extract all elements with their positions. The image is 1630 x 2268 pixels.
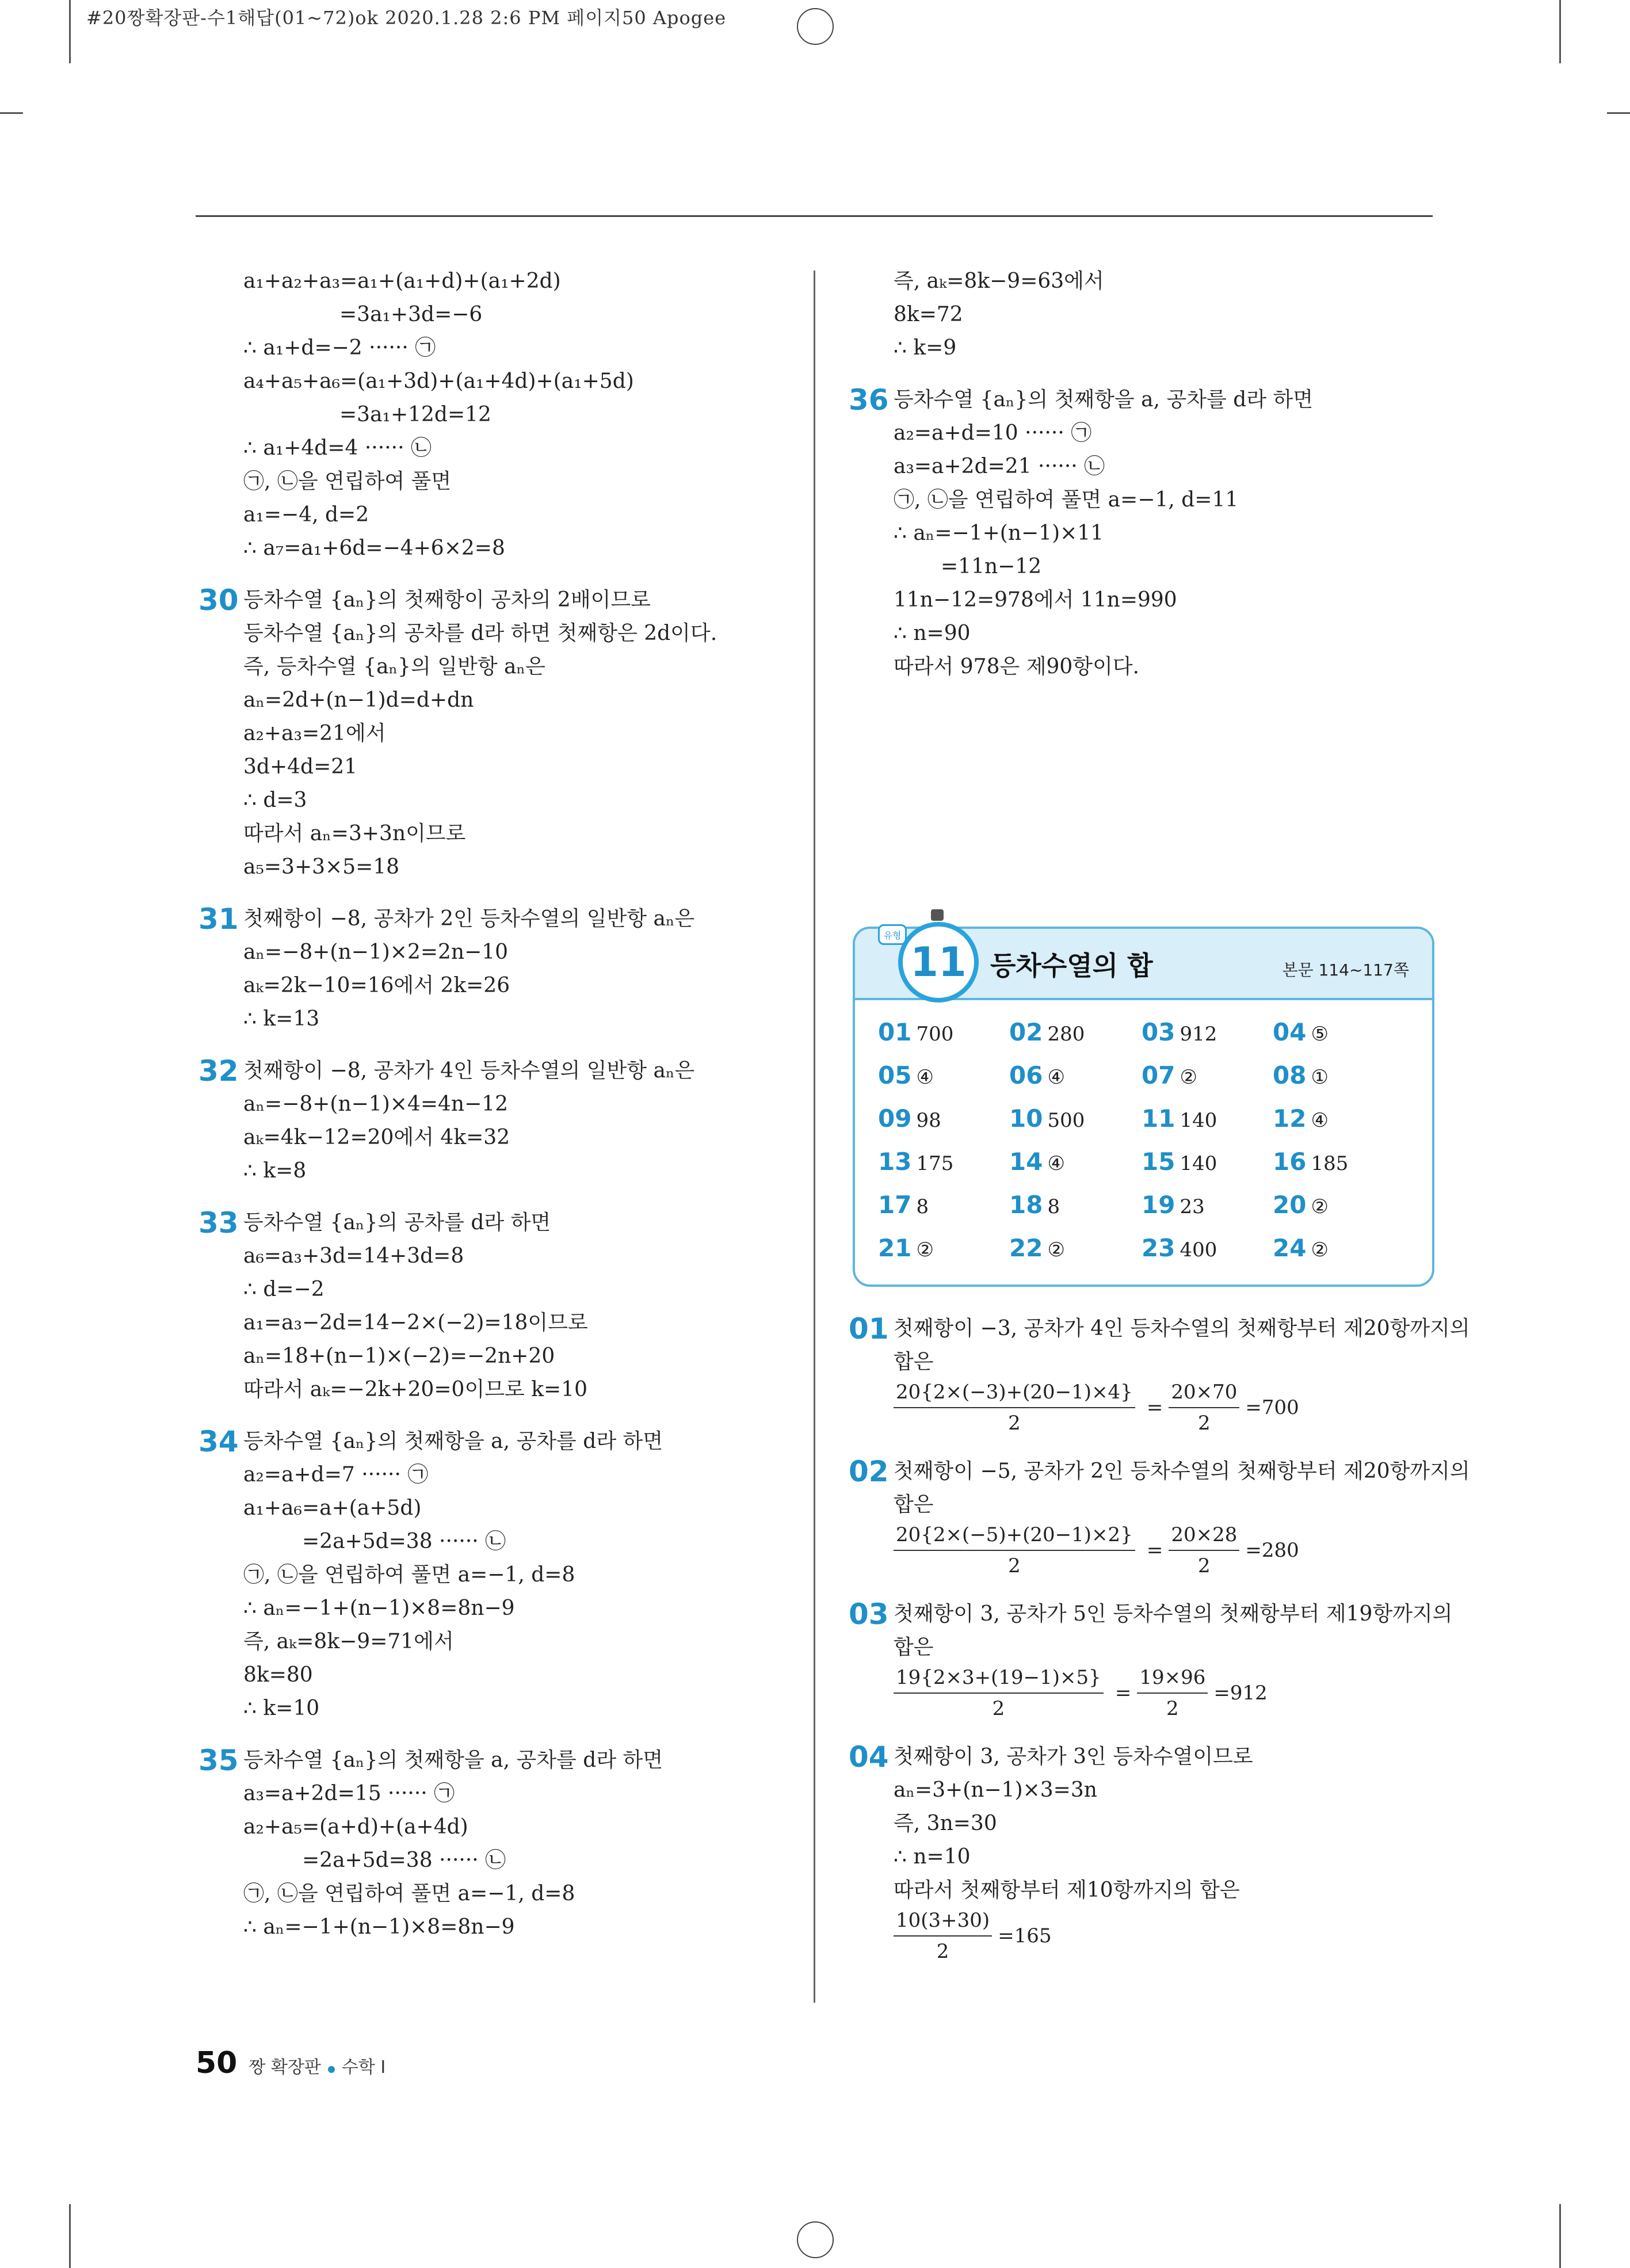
problem-number: 01: [849, 1312, 889, 1345]
registration-mark: [797, 2221, 834, 2258]
answer-number: 10: [1009, 1104, 1043, 1133]
math-line: aₖ=2k−10=16에서 2k=26: [243, 974, 510, 997]
problem-number: 36: [849, 383, 889, 417]
math-line: ㉠, ㉡을 연립하여 풀면 a=−1, d=11: [894, 488, 1239, 512]
math-line: ∴ k=10: [243, 1697, 320, 1720]
solution-30: [198, 584, 800, 884]
answer-value: ④: [1311, 1109, 1329, 1132]
problem-number: 33: [198, 1206, 239, 1240]
answer-item: [1142, 1145, 1217, 1179]
math-line: a₂=a+d=7 ······ ㉠: [243, 1463, 429, 1486]
answer-number: 12: [1273, 1104, 1307, 1133]
solution-33: [198, 1206, 800, 1406]
result: =700: [1245, 1396, 1299, 1419]
book-title: 짱 확장판: [249, 2057, 321, 2078]
math-line: a₄+a₅+a₆=(a₁+3d)+(a₁+4d)+(a₁+5d): [243, 369, 634, 393]
math-line: 즉, aₖ=8k−9=71에서: [243, 1630, 454, 1653]
math-line: a₆=a₃+3d=14+3d=8: [243, 1244, 464, 1268]
answer-item: [1142, 1058, 1197, 1093]
page-number: 50: [196, 2046, 238, 2080]
solution-31: [198, 902, 800, 1036]
math-line: 첫째항이 −8, 공차가 2인 등차수열의 일반항 aₙ은: [243, 907, 695, 931]
math-line: ∴ d=3: [243, 788, 307, 812]
crop-mark: [69, 0, 71, 63]
answer-value: 140: [1179, 1109, 1217, 1132]
answer-item: [1273, 1101, 1329, 1136]
result: =912: [1213, 1682, 1268, 1705]
answer-item: [1009, 1231, 1065, 1265]
solution-01: [849, 1312, 1470, 1436]
answer-number: 08: [1273, 1061, 1307, 1089]
math-line: =3a₁+12d=12: [339, 403, 491, 426]
answer-key-box: [853, 927, 1434, 1287]
math-line: =3a₁+3d=−6: [339, 303, 483, 326]
answer-number: 04: [1273, 1018, 1307, 1046]
answer-item: [1142, 1015, 1217, 1050]
math-line: aₙ=−8+(n−1)×4=4n−12: [243, 1092, 509, 1116]
answer-value: ②: [1047, 1238, 1065, 1261]
answer-item: [1009, 1058, 1065, 1093]
answer-number: 16: [1273, 1148, 1307, 1176]
answer-number: 18: [1009, 1191, 1043, 1219]
math-line: 첫째항이 3, 공차가 3인 등차수열이므로: [894, 1745, 1253, 1768]
answer-number: 07: [1142, 1061, 1175, 1089]
math-line: =2a+5d=38 ······ ㉡: [302, 1530, 506, 1553]
problem-number: 32: [198, 1054, 239, 1088]
math-line: a₁=a₃−2d=14−2×(−2)=18이므로: [243, 1311, 588, 1335]
fraction: $\frac{19\{2\times 3+(19-1)\times 5\}}{2}$: [894, 1665, 1104, 1721]
answer-number: 20: [1273, 1191, 1307, 1219]
math-line: 등차수열 {aₙ}의 첫째항을 a, 공차를 d라 하면: [243, 1748, 663, 1772]
crop-mark: [1559, 2204, 1561, 2268]
math-line: ㉠, ㉡을 연립하여 풀면 a=−1, d=8: [243, 1563, 575, 1587]
answer-number: 22: [1009, 1234, 1043, 1262]
crop-mark: [69, 2204, 71, 2268]
solution-35-continued: [849, 265, 1441, 365]
answer-item: [1009, 1145, 1065, 1179]
answer-item: [878, 1101, 941, 1136]
answer-item: [1142, 1231, 1217, 1265]
unit-title: 등차수열의 합: [990, 950, 1153, 981]
math-line: 따라서 aₖ=−2k+20=0이므로 k=10: [243, 1378, 588, 1401]
math-line: 3d+4d=21: [243, 755, 358, 779]
answer-number: 15: [1142, 1148, 1175, 1176]
math-line: aₖ=4k−12=20에서 4k=32: [243, 1126, 510, 1149]
stopwatch-icon: [931, 909, 944, 921]
answer-number: 09: [878, 1104, 912, 1133]
sum-formula: [849, 1664, 1441, 1722]
answer-number: 02: [1009, 1018, 1043, 1046]
result: =280: [1245, 1539, 1299, 1562]
answer-value: 185: [1311, 1152, 1349, 1175]
answer-item: [878, 1058, 934, 1093]
answer-value: 98: [916, 1109, 941, 1132]
math-line: ∴ aₙ=−1+(n−1)×8=8n−9: [243, 1596, 515, 1620]
math-line: ∴ d=−2: [243, 1278, 325, 1301]
fraction: $\frac{20\times 70}{2}$: [1169, 1379, 1239, 1436]
answer-value: ④: [916, 1066, 934, 1089]
math-line: ∴ aₙ=−1+(n−1)×8=8n−9: [243, 1915, 515, 1939]
math-line: 등차수열 {aₙ}의 공차를 d라 하면: [243, 1211, 551, 1234]
math-line: 등차수열 {aₙ}의 첫째항이 공차의 2배이므로: [243, 588, 651, 612]
solution-29-continued: [198, 265, 800, 565]
answer-number: 06: [1009, 1061, 1043, 1089]
separator-dot: [328, 2066, 335, 2073]
math-line: 따라서 첫째항부터 제10항까지의 합은: [894, 1878, 1240, 1902]
fraction: $\frac{20\{2\times(-5)+(20-1)\times 2\}}{2}$: [894, 1522, 1135, 1579]
page-footer: [196, 2046, 385, 2080]
math-line: 8k=72: [894, 303, 963, 326]
answer-item: [1009, 1015, 1085, 1050]
math-line: ∴ n=90: [894, 622, 971, 645]
answer-value: ②: [916, 1238, 934, 1261]
math-line: aₙ=−8+(n−1)×2=2n−10: [243, 940, 509, 964]
math-line: a₃=a+2d=15 ······ ㉠: [243, 1782, 455, 1805]
answer-value: 175: [916, 1152, 954, 1175]
answer-number: 24: [1273, 1234, 1307, 1262]
math-line: 등차수열 {aₙ}의 첫째항을 a, 공차를 d라 하면: [243, 1430, 663, 1453]
fraction: $\frac{20\{2\times(-3)+(20-1)\times 4\}}{2}$: [894, 1379, 1135, 1436]
print-slug: #20짱확장판-수1해답(01~72)ok 2020.1.28 2:6 PM 페이지50 Apogee: [86, 7, 727, 29]
answer-item: [878, 1145, 953, 1179]
answer-value: 8: [916, 1195, 929, 1218]
math-line: ㉠, ㉡을 연립하여 풀면 a=−1, d=8: [243, 1882, 575, 1905]
problem-number: 30: [198, 584, 239, 617]
math-line: 11n−12=978에서 11n=990: [894, 588, 1177, 612]
equals-sign: =: [1146, 1396, 1163, 1419]
answer-value: 700: [916, 1023, 954, 1046]
math-line: ∴ a₇=a₁+6d=−4+6×2=8: [243, 536, 505, 560]
answer-value: ②: [1311, 1238, 1329, 1261]
solution-02: [849, 1455, 1470, 1579]
math-line: 첫째항이 −3, 공차가 4인 등차수열의 첫째항부터 제20항까지의: [894, 1317, 1470, 1340]
math-line: 즉, aₖ=8k−9=63에서: [894, 269, 1104, 293]
math-line: 등차수열 {aₙ}의 공차를 d라 하면 첫째항은 2d이다.: [243, 622, 717, 645]
math-line: ∴ k=8: [243, 1159, 307, 1183]
crop-mark: [0, 112, 23, 114]
answer-number: 23: [1142, 1234, 1175, 1262]
math-line: a₂+a₃=21에서: [243, 722, 386, 745]
math-line: 즉, 등차수열 {aₙ}의 일반항 aₙ은: [243, 655, 545, 679]
sum-formula: [849, 1379, 1441, 1436]
answer-value: 23: [1179, 1195, 1205, 1218]
math-line: aₙ=3+(n−1)×3=3n: [894, 1778, 1097, 1802]
unit-number-badge: 11: [898, 922, 979, 1003]
answer-value: 500: [1047, 1109, 1085, 1132]
answer-value: ②: [1179, 1066, 1197, 1089]
answer-value: ②: [1311, 1195, 1329, 1218]
sum-formula: [849, 1907, 1441, 1965]
answer-value: ①: [1311, 1066, 1329, 1089]
problem-number: 34: [198, 1425, 239, 1458]
sum-formula: [849, 1522, 1441, 1579]
solution-04: [849, 1740, 1441, 1965]
math-line: aₙ=2d+(n−1)d=d+dn: [243, 688, 474, 712]
page-reference: 본문 114~117쪽: [1282, 960, 1409, 979]
answer-value: 8: [1047, 1195, 1060, 1218]
math-line: 첫째항이 −8, 공차가 4인 등차수열의 일반항 aₙ은: [243, 1059, 695, 1082]
math-line: 첫째항이 3, 공차가 5인 등차수열의 첫째항부터 제19항까지의: [894, 1602, 1453, 1626]
math-line: a₁+a₂+a₃=a₁+(a₁+d)+(a₁+2d): [243, 269, 561, 293]
equals-sign: =: [1146, 1539, 1163, 1562]
answer-value: 912: [1179, 1023, 1217, 1046]
math-line: ∴ k=9: [894, 336, 957, 360]
answer-number: 17: [878, 1191, 912, 1219]
math-line: 합은: [894, 1350, 934, 1374]
math-line: 즉, 3n=30: [894, 1812, 997, 1835]
answer-item: [1142, 1101, 1217, 1136]
math-line: 첫째항이 −5, 공차가 2인 등차수열의 첫째항부터 제20항까지의: [894, 1459, 1470, 1483]
solution-35: [198, 1744, 800, 1944]
math-line: ∴ k=13: [243, 1007, 320, 1031]
math-line: a₁+a₆=a+(a+5d): [243, 1496, 422, 1520]
math-line: ∴ n=10: [894, 1845, 971, 1869]
equals-sign: =: [1114, 1682, 1132, 1705]
problem-number: 35: [198, 1744, 239, 1777]
answer-number: 14: [1009, 1148, 1043, 1176]
solution-34: [198, 1425, 800, 1725]
solution-32: [198, 1054, 800, 1188]
answer-number: 21: [878, 1234, 912, 1262]
answer-item: [1273, 1015, 1329, 1050]
math-line: 따라서 978은 제90항이다.: [894, 655, 1140, 679]
problem-number: 03: [849, 1598, 889, 1631]
math-line: a₅=3+3×5=18: [243, 855, 400, 879]
answer-number: 01: [878, 1018, 912, 1046]
right-column: [849, 265, 1441, 684]
math-line: ㉠, ㉡을 연립하여 풀면: [243, 470, 452, 493]
fraction: $\frac{20\times 28}{2}$: [1169, 1522, 1239, 1579]
answer-number: 05: [878, 1061, 912, 1089]
answer-item: [1009, 1101, 1085, 1136]
registration-mark: [797, 8, 834, 45]
problem-number: 31: [198, 902, 239, 936]
math-line: 합은: [894, 1636, 934, 1659]
answer-item: [1273, 1231, 1329, 1265]
answer-value: 280: [1047, 1023, 1085, 1046]
right-column-lower: [849, 1312, 1470, 1965]
answer-value: ④: [1047, 1066, 1065, 1089]
fraction: $\frac{10(3+30)}{2}$: [894, 1908, 992, 1964]
math-line: 등차수열 {aₙ}의 첫째항을 a, 공차를 d라 하면: [894, 388, 1314, 411]
math-line: 합은: [894, 1493, 934, 1516]
answer-number: 11: [1142, 1104, 1175, 1133]
math-line: ∴ a₁+d=−2 ······ ㉠: [243, 336, 436, 360]
answer-number: 19: [1142, 1191, 1175, 1219]
answer-value: 140: [1179, 1152, 1217, 1175]
problem-number: 04: [849, 1740, 889, 1774]
math-line: a₂+a₅=(a+d)+(a+4d): [243, 1815, 468, 1839]
subject-name: 수학 Ⅰ: [341, 2057, 386, 2078]
answer-item: [1273, 1188, 1329, 1222]
math-line: 따라서 aₙ=3+3n이므로: [243, 822, 466, 845]
column-divider: [814, 270, 815, 2003]
answer-value: 400: [1179, 1238, 1217, 1261]
answer-item: [1009, 1188, 1060, 1222]
math-line: =2a+5d=38 ······ ㉡: [302, 1848, 506, 1872]
answer-item: [878, 1188, 929, 1222]
math-line: 8k=80: [243, 1663, 313, 1687]
answer-value: ④: [1047, 1152, 1065, 1175]
answer-item: [1273, 1145, 1348, 1179]
result: =165: [998, 1924, 1052, 1947]
math-line: aₙ=18+(n−1)×(−2)=−2n+20: [243, 1344, 555, 1368]
answer-item: [878, 1231, 934, 1265]
answer-number: 03: [1142, 1018, 1175, 1046]
answer-number: 13: [878, 1148, 912, 1176]
problem-number: 02: [849, 1455, 889, 1488]
fraction: $\frac{19\times 96}{2}$: [1137, 1665, 1208, 1721]
crop-mark: [1559, 0, 1561, 63]
math-line: a₃=a+2d=21 ······ ㉡: [894, 455, 1105, 478]
type-tag: 유형: [878, 924, 907, 945]
solution-03: [849, 1598, 1453, 1722]
math-line: =11n−12: [941, 555, 1042, 578]
math-line: ∴ aₙ=−1+(n−1)×11: [894, 521, 1104, 545]
left-column: [198, 265, 800, 1944]
crop-mark: [1607, 112, 1630, 114]
answer-item: [1142, 1188, 1205, 1222]
answer-item: [878, 1015, 953, 1050]
answer-value: ⑤: [1311, 1023, 1329, 1046]
math-line: a₂=a+d=10 ······ ㉠: [894, 421, 1092, 445]
header-rule: [196, 215, 1433, 217]
solution-36: [849, 383, 1441, 684]
math-line: ∴ a₁+4d=4 ······ ㉡: [243, 436, 432, 460]
answer-item: [1273, 1058, 1329, 1093]
math-line: a₁=−4, d=2: [243, 503, 369, 527]
